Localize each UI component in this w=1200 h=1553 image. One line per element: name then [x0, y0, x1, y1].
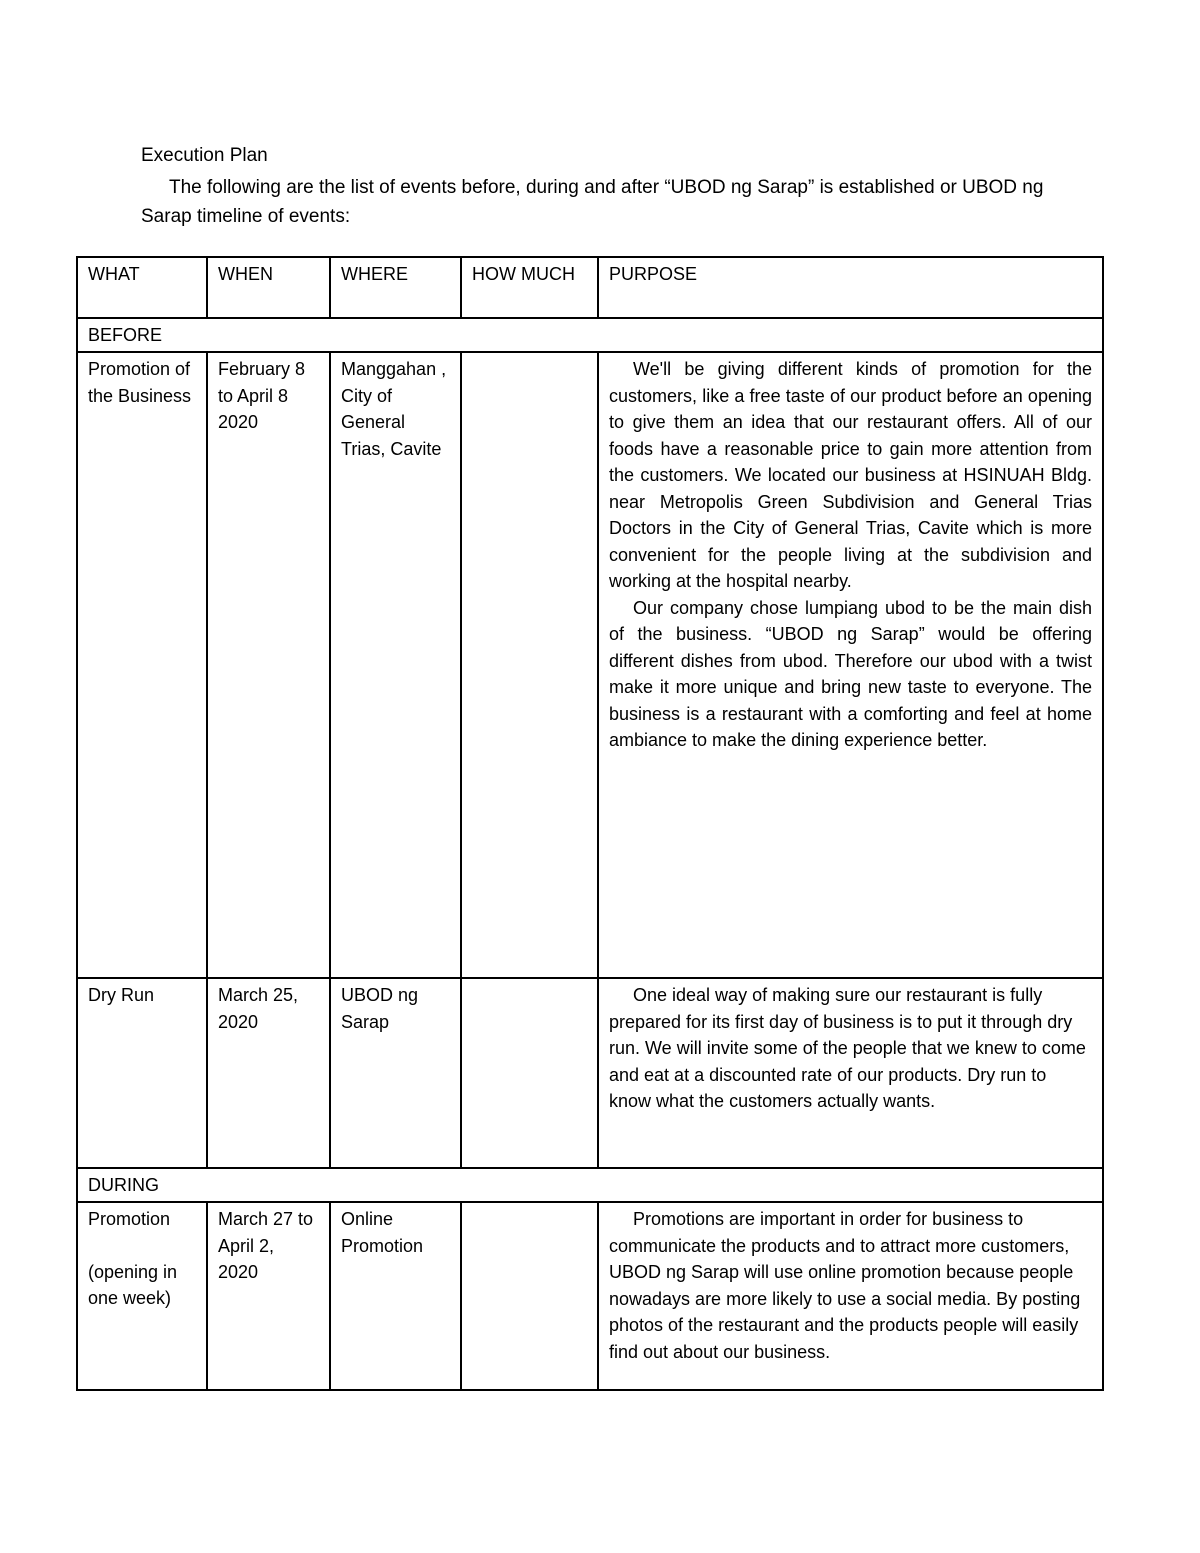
section-row-during: [77, 1168, 1103, 1202]
cell-when: March 27 to April 2, 2020: [207, 1202, 330, 1390]
header-purpose: PURPOSE: [598, 257, 1103, 318]
section-row-before: [77, 318, 1103, 352]
section-label-during: DURING: [77, 1168, 1103, 1202]
cell-what: Dry Run: [77, 978, 207, 1168]
purpose-paragraph: [609, 356, 1092, 595]
cell-purpose: [598, 1202, 1103, 1390]
cell-what-note: (opening in one week): [88, 1261, 178, 1308]
section-label-before: BEFORE: [77, 318, 1103, 352]
table-header-row: [77, 257, 1103, 318]
table-row: [77, 978, 1103, 1168]
cell-what: [77, 1202, 207, 1390]
table-row: [77, 1202, 1103, 1390]
cell-where: UBOD ng Sarap: [330, 978, 461, 1168]
cell-where: Manggahan , City of General Trias, Cavite: [330, 352, 461, 978]
document-title: Execution Plan: [141, 145, 268, 166]
cell-purpose: [598, 978, 1103, 1168]
header-how-much: HOW MUCH: [461, 257, 598, 318]
cell-where: Online Promotion: [330, 1202, 461, 1390]
purpose-text: Promotions are important in order for business to communicate the products and to attract more customers, UBOD ng Sarap will use online promotion because people nowadays are more likely to use a social media. By posting photos of the restaurant and the products people will easily find out about our business.: [609, 1209, 1081, 1362]
cell-what: Promotion of the Business: [77, 352, 207, 978]
header-what: WHAT: [77, 257, 207, 318]
cell-how-much: [461, 352, 598, 978]
header-when: WHEN: [207, 257, 330, 318]
purpose-text: Our company chose lumpiang ubod to be the main dish of the business. “UBOD ng Sarap” would be offering different dishes from ubod. Therefore our ubod with a twist make it more unique and bring new taste to everyone. The business is a restaurant with a comforting and feel at home ambiance to make the dining experience better.: [609, 597, 1092, 750]
cell-what-label: Promotion: [88, 1209, 171, 1229]
cell-when: March 25, 2020: [207, 978, 330, 1168]
purpose-text: One ideal way of making sure our restaurant is fully prepared for its first day of business is to put it through dry run. We will invite some of the people that we knew to come and eat at a discounted rate of our products. Dry run to know what the customers actually wants.: [609, 985, 1086, 1111]
purpose-text: We'll be giving different kinds of promotion for the customers, like a free taste of our product before an opening to give them an idea that our restaurant offers. All of our foods have a reasonable price to gain more attention from the customers. We located our business at HSINUAH Bldg. near Metropolis Green Subdivision and General Trias Doctors in the City of General Trias, Cavite which is more convenient for the people living at the subdivision and working at the hospital nearby.: [609, 359, 1092, 591]
intro-text: The following are the list of events before, during and after “UBOD ng Sarap” is established or UBOD ng Sarap timeline of events:: [141, 177, 1044, 227]
execution-plan-table: [76, 256, 1104, 1391]
purpose-paragraph: [609, 595, 1092, 754]
cell-how-much: [461, 1202, 598, 1390]
header-where: WHERE: [330, 257, 461, 318]
cell-how-much: [461, 978, 598, 1168]
table-row: [77, 352, 1103, 978]
intro-paragraph: [141, 173, 1081, 231]
cell-when: February 8 to April 8 2020: [207, 352, 330, 978]
cell-purpose: [598, 352, 1103, 978]
